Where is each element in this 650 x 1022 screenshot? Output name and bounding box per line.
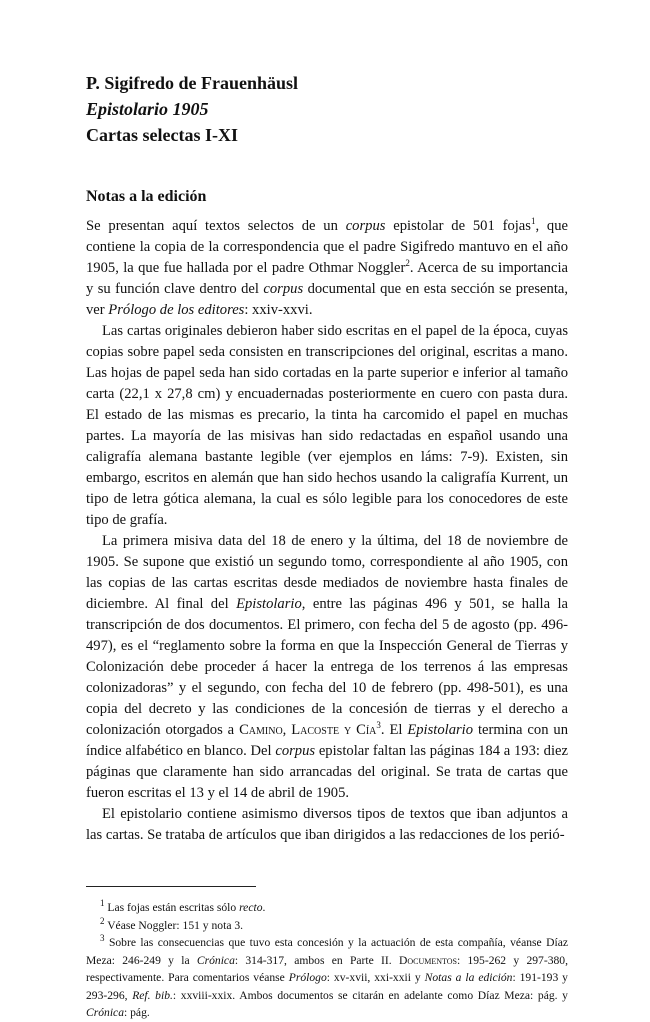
text-run: termina con un índice alfabético en blanco. Del [86,722,569,759]
text-run: : xxviii-xxix. Ambos documentos se citarán en adelante como Díaz Meza: pág. y [172,988,568,1002]
italic-reference: Prólogo [288,971,327,984]
italic-term: Epistolario [407,722,474,738]
paragraph-2: Las cartas originales debieron haber sido escritas en el papel de la época, cuyas copias sobre papel seda consisten en transcripciones del original, escritas a mano. Las hojas de papel seda han sido cortadas en la parte superior e inferior al tamaño carta (22,1 x 27,8 cm) y encuadernadas posteriormente en cuero con pasta dura. El estado de las mismas es precario, la tinta ha carcomido el papel en muchas partes. La mayoría de las misivas han sido redactadas en español usando una caligrafía alemana bastante legible (ver ejemplos en láms: 7-9). Existen, sin embargo, escritos en alemán que han sido hechos usando la caligrafía Kurrent, un tipo de letra gótica alemana, la cual es sólo legible para los conocedores de este tipo de grafía. [86,323,568,528]
document-page [86,70,568,1022]
text-run: Sobre las consecuencias que tuvo esta concesión y la actuación de esta compañía, véanse Díaz Meza: 246-249 y la [86,936,568,967]
text-run: : pág. [124,1006,150,1019]
italic-reference: Notas a la edición [424,971,513,984]
company-name: Camino, Lacoste y Cía [239,722,377,738]
paragraph-1 [86,216,568,321]
footnote-3 [86,934,568,1022]
italic-reference: Ref. bib. [132,988,173,1002]
text-run: : 191-193 y 293-296, [86,971,568,1002]
footnote-2 [86,917,568,935]
section-title: Notas a la edición [86,188,207,205]
text-run: Las fojas están escritas sólo [104,901,240,914]
author-heading: P. Sigifredo de Frauenhäusl [86,73,299,93]
italic-term: corpus [275,743,316,759]
text-run: . [262,901,266,914]
italic-term: recto [239,901,263,914]
body-text [86,216,568,846]
italic-reference: Crónica [86,1006,125,1019]
italic-term: Epistolario [236,596,302,612]
work-title: Epistolario 1905 [86,99,209,119]
paragraph-3 [86,531,568,804]
text-run: , entre las páginas 496 y 501, se halla la transcripción de dos documentos. El primero, con fecha del 5 de agosto (pp. 496-497), es el “reglamento sobre la forma en que la Inspección General de Tierras y Colonización debe proceder á hacer la entrega de los terrenos á las empresas colonizadoras” y el segundo, con fecha del 10 de febrero (pp. 498-501), es una copia del decreto y las condiciones de la concesión de tierras y el derecho a colonización otorgados a [86,596,569,738]
footnote-ref-3[interactable]: 3 [376,720,381,731]
footnote-number: 2 [100,915,105,926]
subtitle: Cartas selectas I-XI [86,125,238,145]
italic-term: corpus [345,218,386,234]
paragraph-4: El epistolario contiene asimismo diversos tipos de textos que iban adjuntos a las cartas. Se trataba de artículos que iban dirigidos a las redacciones de los perió- [86,806,568,843]
text-run: , que contiene la copia de la correspondencia que el padre Sigifredo mantuvo en el año 1905, la que fue hallada por el padre Othmar Noggler [86,218,568,276]
text-run: Véase Noggler: 151 y nota 3. [104,918,244,932]
footnote-number: 1 [100,898,105,909]
text-run: documental que en esta sección se presenta, ver [86,281,568,318]
text-run: . Acerca de su importancia y su función clave dentro del [86,260,568,297]
footnote-number: 3 [100,933,105,944]
text-run: epistolar de 501 fojas [385,218,531,234]
footnote-divider [86,886,256,887]
footnote-ref-2[interactable]: 2 [405,258,410,269]
text-run: Se presentan aquí textos selectos de un [86,218,346,234]
text-run: . El [380,722,408,738]
text-run: epistolar faltan las páginas 184 a 193: diez páginas que claramente han sido arrancadas del original. Se trata de cartas que fueron escritas el 13 y el 14 de abril de 1905. [86,743,568,801]
text-run: : 314-317, ambos en Parte II. [234,953,399,967]
text-run: La primera misiva data del 18 de enero y la última, del 18 de noviembre de 1905. Se supone que existió un segundo tomo, correspondiente al año 1905, con las copias de las cartas escritas desde mediados de noviembre hasta finales de diciembre. Al final del [86,533,568,612]
italic-reference: Crónica [196,953,235,967]
footnote-ref-1[interactable]: 1 [530,216,536,227]
italic-reference: Prólogo de los editores [108,302,245,318]
text-run: : xxiv-xxvi. [244,302,313,318]
footnotes [86,899,568,1022]
text-run: : xv-xvii, xxi-xxii y [326,971,425,984]
italic-term: corpus [263,281,304,297]
footnote-1 [86,899,568,917]
documentos-label: Documentos [398,953,457,967]
text-run: : 195-262 y 297-380, respectivamente. Para comentarios véanse [86,953,568,984]
